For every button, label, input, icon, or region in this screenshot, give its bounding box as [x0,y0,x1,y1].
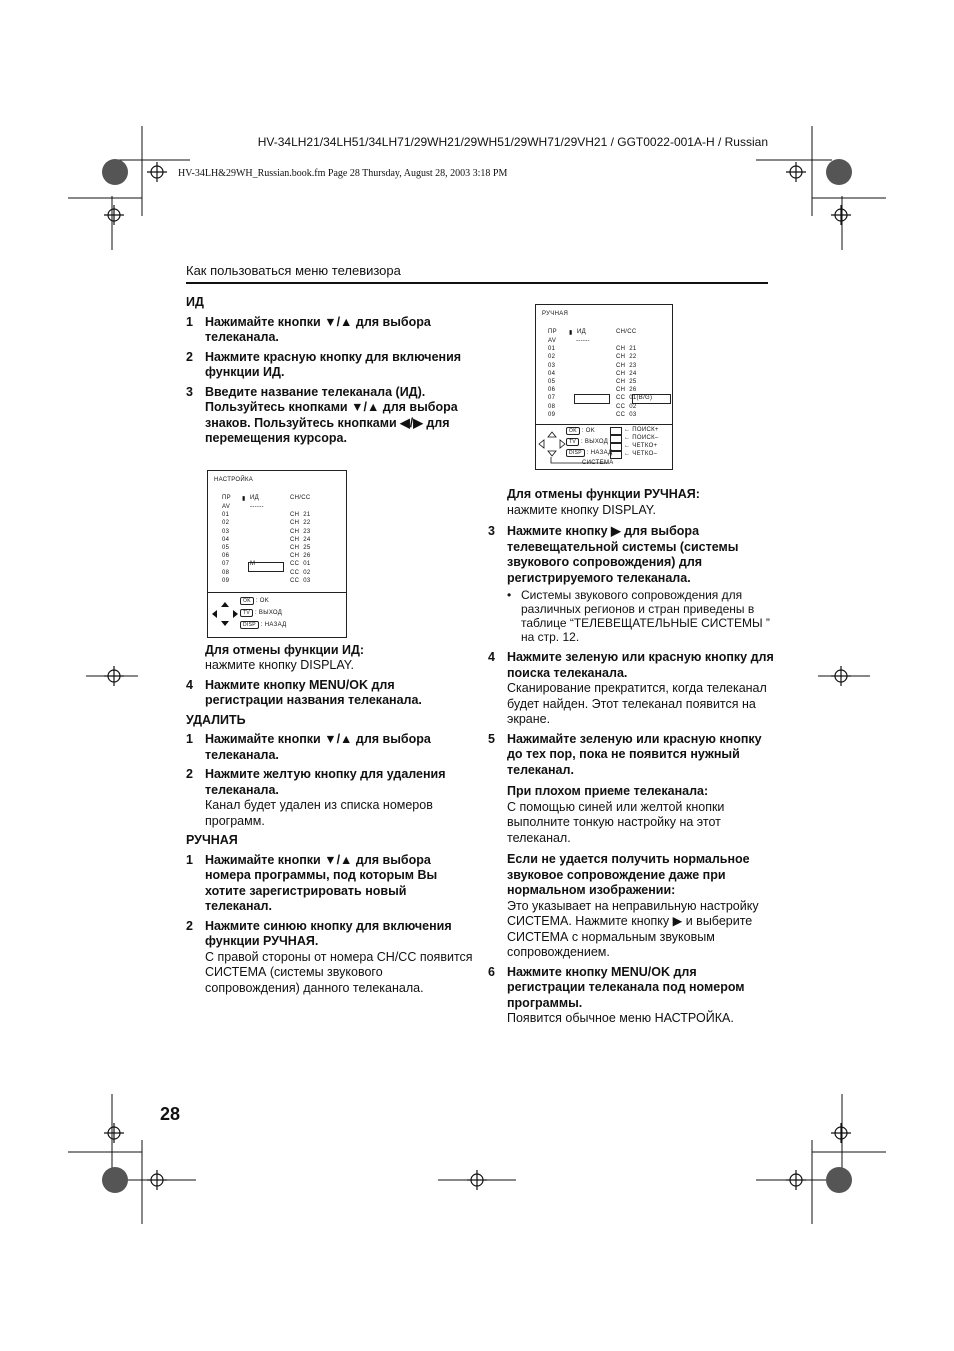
no-sound-text: Это указывает на неправильную настройку СИСТЕМА. Нажмите кнопку ▶ и выберите СИСТЕМА с нормальным звуковым сопровождением. [507,898,759,959]
id-step-1: 1 Нажимайте кнопки ▼/▲ для выбора телеканала. [186,314,431,344]
manual-cancel-text: нажмите кнопку DISPLAY. [507,502,656,517]
section-title: Как пользоваться меню телевизора [186,263,401,278]
tv-key-icon: TV [566,438,579,446]
tv-key-label: : ВЫХОД [254,610,283,616]
osd-col-id: ИД [577,329,586,335]
osd-row-pr: 08 [548,403,556,410]
osd-row-id: ------ [250,504,264,510]
osd-title: РУЧНАЯ [542,311,569,317]
osd-row-ch: CH 25 [616,379,637,385]
osd-row-ch: CC 03 [290,577,311,584]
osd-row-pr: 06 [548,387,556,394]
osd-key-panel [536,424,672,469]
step-3-bullet: • Системы звукового сопровождения для различных регионов и стран приведены в таблице “ТЕЛЕВЕЩАТЕЛЬНЫЕ СИСТЕМЫ ” на стр. 12. [507,588,770,644]
header-rule [186,282,768,284]
osd-col-pr: ПР [222,495,231,501]
id-step-4: 4 Нажмите кнопку MENU/OK для регистрации названия телеканала. [186,677,422,707]
id-heading: ИД [186,295,204,309]
osd-col-chcc: CH/CC [616,329,637,335]
page-number: 28 [160,1104,181,1124]
id-cancel-text: нажмите кнопку DISPLAY. [205,658,354,672]
id-input-field [574,394,610,404]
osd-row-id: M [250,561,256,568]
right-step-5: 5 Нажимайте зеленую или красную кнопку до тех пор, пока не появится нужный телеканал. [488,731,762,777]
osd-row-ch: CH 22 [616,354,637,361]
osd-row-id: ------ [576,338,590,344]
osd-title: НАСТРОЙКА [214,477,254,483]
osd-row-pr: 09 [222,577,230,584]
poor-reception-title: При плохом приеме телеканала: [507,784,709,798]
osd-row-ch: CH 26 [616,387,637,394]
system-highlight [632,394,671,404]
arrow-pad-icon [211,601,239,627]
delete-heading: УДАЛИТЬ [186,712,246,727]
osd-row-pr: 07 [222,561,230,568]
osd-setup-screen [207,470,347,638]
osd-col-chcc: CH/CC [290,495,311,501]
osd-col-pr: ПР [548,329,557,335]
osd-row-pr: AV [548,338,557,344]
id-step-2: 2 Нажмите красную кнопку для включения функции ИД. [186,349,462,379]
osd-row-pr: 08 [222,569,230,576]
disp-key-label: : НАЗАД [586,450,613,456]
osd-row-pr: 03 [548,362,556,369]
right-step-3: 3 Нажмите кнопку ▶ для выбора телевещательной системы (системы звукового сопровождения) для регистрируемого телеканала. [488,524,739,585]
right-step-4: 4 Нажмите зеленую или красную кнопку для поиска телеканала. [488,650,774,680]
poor-reception-text: С помощью синей или желтой кнопки выполните тонкую настройку на этот телеканал. [507,799,725,845]
osd-row-ch: CH 26 [290,553,311,560]
osd-row-pr: 07 [548,395,556,402]
osd-row-pr: 05 [222,545,230,551]
model-line: HV-34LH21/34LH51/34LH71/29WH21/29WH51/29WH71/29VH21 / GGT0022-001A-H / Russian [257,135,768,149]
osd-row-pr: 02 [548,354,556,361]
right-step-6: 6 Нажмите кнопку MENU/OK для регистрации телеканала под номером программы. [488,964,745,1010]
osd-col-id: ИД [250,495,259,501]
step-6-note: Появится обычное меню НАСТРОЙКА. [507,1011,734,1025]
search-minus-label: ← ПОИСК– [624,435,659,441]
delete-step-1: 1 Нажимайте кнопки ▼/▲ для выбора телеканала. [186,732,431,762]
ok-key-icon: OK [240,597,254,605]
blue-key-icon [610,443,622,451]
system-label: СИСТЕМА [582,460,614,466]
fine-plus-label: ← ЧЕТКО+ [624,443,658,449]
osd-row-pr: 05 [548,379,556,385]
osd-row-pr: 01 [222,512,230,519]
ok-key-label: : OK [581,428,595,434]
osd-row-ch: CC 01(B/G) [616,395,653,402]
red-key-icon [610,435,622,443]
osd-row-pr: 06 [222,553,230,560]
osd-row-ch: CH 21 [290,512,311,519]
osd-row-ch: CH 25 [290,545,311,551]
osd-row-pr: 04 [548,370,556,377]
manual-note: С правой стороны от номера CH/CC появится СИСТЕМА (системы звукового сопровождения) данного телеканала. [205,949,473,995]
id-input-cursor [248,562,284,572]
tv-key-label: : ВЫХОД [580,439,609,445]
osd-row-ch: CH 22 [290,520,311,527]
osd-row-ch: CH 24 [616,370,637,377]
osd-row-pr: 02 [222,520,230,527]
ok-key-label: : OK [255,598,269,604]
disp-key-icon: DISP [240,621,259,629]
id-step-3: 3 Введите название телеканала (ИД). Пользуйтесь кнопками ▼/▲ для выбора знаков. Пользуйтесь кнопками ◀/▶ для перемещения курсора. [186,384,458,445]
delete-step-2: 2 Нажмите желтую кнопку для удаления телеканала. [186,767,446,797]
osd-row-pr: AV [222,504,231,510]
disp-key-label: : НАЗАД [260,622,287,628]
id-cancel-title: Для отмены функции ИД: [205,642,365,657]
osd-row-ch: CH 23 [616,362,637,369]
step-4-note: Сканирование прекратится, когда телеканал будет найден. Этот телеканал появится на экране. [507,681,767,726]
manual-step-1: 1 Нажимайте кнопки ▼/▲ для выбора номера программы, под которым Вы хотите зарегистрировать новый телеканал. [186,852,438,913]
disp-key-icon: DISP [566,449,585,457]
osd-row-pr: 04 [222,536,230,543]
file-info-line: HV-34LH&29WH_Russian.book.fm Page 28 Thursday, August 28, 2003 3:18 PM [178,168,508,179]
yellow-key-icon [610,451,622,459]
fine-minus-label: ← ЧЕТКО– [624,451,658,457]
osd-row-pr: 01 [548,346,556,353]
osd-row-pr: 09 [548,411,556,418]
lock-icon: ▮ [569,330,573,336]
right-column [488,487,776,1027]
osd-row-ch: CH 21 [616,346,637,353]
osd-row-ch: CC 03 [616,411,637,418]
osd-manual-screen [535,304,673,470]
ok-key-icon: OK [566,427,580,435]
no-sound-title: Если не удается получить нормальное звуковое сопровождение даже при нормальном изображении: [507,852,750,897]
osd-row-ch: CC 02 [616,403,637,410]
arrow-pad-icon [538,431,566,457]
tv-key-icon: TV [240,609,253,617]
manual-cancel-title: Для отмены функции РУЧНАЯ: [507,487,700,501]
osd-row-ch: CC 01 [290,561,311,568]
osd-row-ch: CH 24 [290,536,311,543]
osd-row-ch: CH 23 [290,528,311,535]
green-key-icon [610,427,622,435]
manual-heading: РУЧНАЯ [186,833,238,847]
delete-note: Канал будет удален из списка номеров программ. [205,798,433,828]
osd-row-pr: 03 [222,528,230,535]
lock-icon: ▮ [242,496,246,502]
left-column [186,295,476,996]
search-plus-label: ← ПОИСК+ [624,427,659,433]
osd-key-panel [208,592,346,637]
osd-row-ch: CC 02 [290,569,311,576]
manual-step-2: 2 Нажмите синюю кнопку для включения функции РУЧНАЯ. [186,918,452,948]
